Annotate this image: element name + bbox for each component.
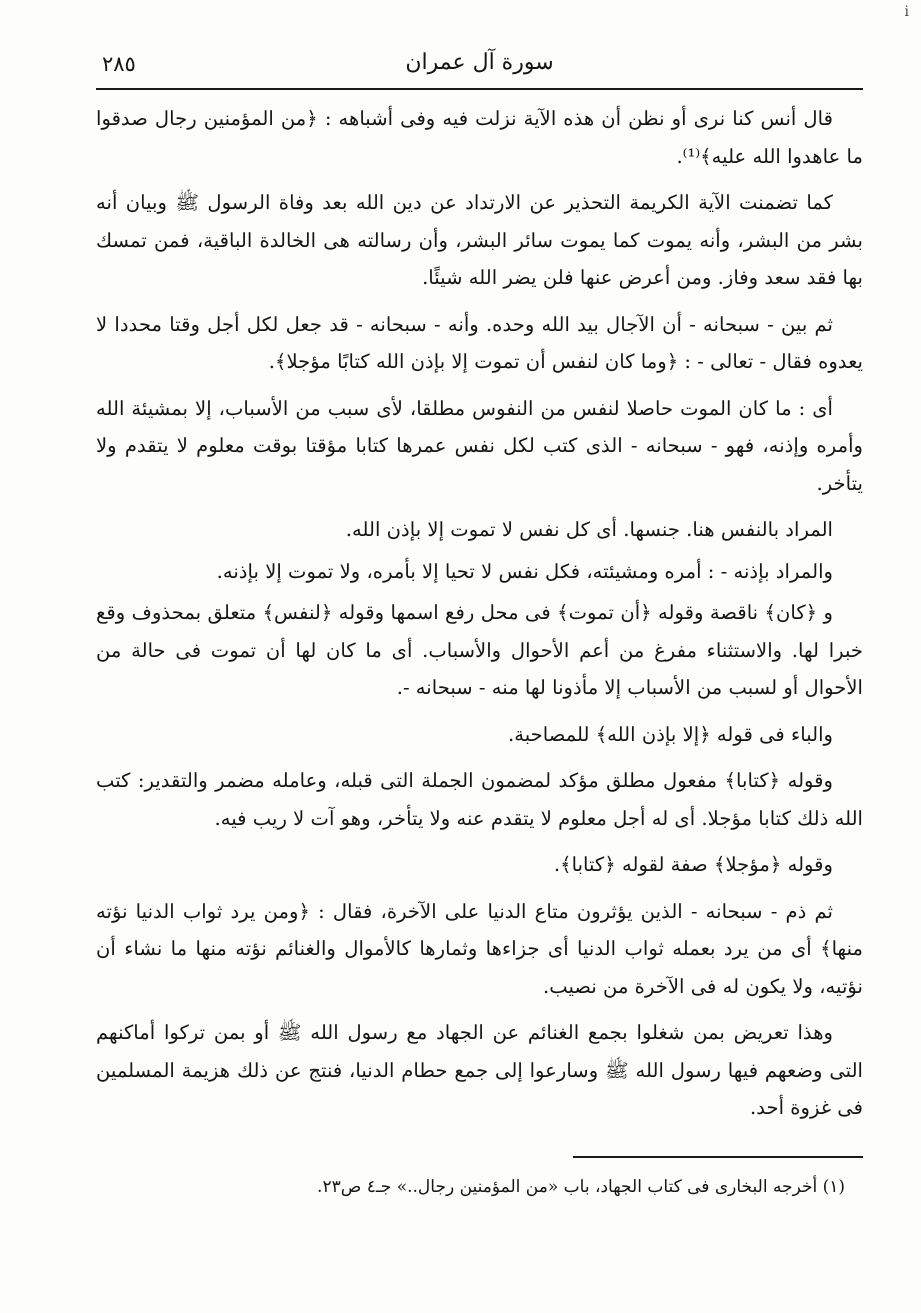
paragraph: قال أنس كنا نرى أو نظن أن هذه الآية نزلت فيه وفى أشباهه : ﴿من المؤمنين رجال صدقوا ما عاهدوا الله عليه﴾⁽¹⁾.	[96, 107, 863, 168]
paragraph: والباء فى قوله ﴿إلا بإذن الله﴾ للمصاحبة.	[507, 722, 833, 746]
paragraph: وهذا تعريض بمن شغلوا بجمع الغنائم عن الجهاد مع رسول الله ﷺ أو بمن تركوا أماكنهم التى وضعهم فيها رسول الله ﷺ وسارعوا إلى جمع حطام الدنيا، فنتج عن ذلك هزيمة المسلمين فى غزوة أحد.	[96, 1021, 863, 1119]
surah-title: سورة آل عمران	[405, 50, 554, 75]
footnote-divider	[573, 1156, 863, 1158]
footnote: (١) أخرجه البخارى فى كتاب الجهاد، باب «من المؤمنين رجال..» جـ٤ ص٢٣.	[317, 1177, 845, 1197]
body-text	[96, 100, 863, 1136]
corner-mark: i	[904, 4, 909, 20]
page-number: ٢٨٥	[102, 52, 136, 76]
paragraph: ثم بين - سبحانه - أن الآجال بيد الله وحده. وأنه - سبحانه - قد جعل لكل أجل وقتا محددا لا يعدوه فقال - تعالى - : ﴿وما كان لنفس أن تموت إلا بإذن الله كتابًا مؤجلا﴾.	[96, 312, 863, 373]
paragraph: والمراد بإذنه - : أمره ومشيئته، فكل نفس لا تحيا إلا بأمره، ولا تموت إلا بإذنه.	[216, 559, 833, 583]
paragraph: ثم ذم - سبحانه - الذين يؤثرون متاع الدنيا على الآخرة، فقال : ﴿ومن يرد ثواب الدنيا نؤته منها﴾ أى من يرد بعمله ثواب الدنيا أى جزاءها وثمارها كالأموال والغنائم نؤته منها ما نشاء أن نؤتيه، ولا يكون له فى الآخرة من نصيب.	[96, 899, 863, 998]
paragraph: كما تضمنت الآية الكريمة التحذير عن الارتداد عن دين الله بعد وفاة الرسول ﷺ وبيان أنه بشر من البشر، وأنه يموت كما يموت سائر البشر، وأن رسالته هى الخالدة الباقية، فمن تمسك بها فقد سعد وفاز. ومن أعرض عنها فلن يضر الله شيئًا.	[96, 191, 863, 289]
paragraph: وقوله ﴿كتابا﴾ مفعول مطلق مؤكد لمضمون الجملة التى قبله، وعامله مضمر والتقدير: كتب الله ذلك كتابا مؤجلا. أى له أجل معلوم لا يتقدم عنه ولا يتأخر، وهو آت لا ريب فيه.	[96, 769, 863, 830]
paragraph: أى : ما كان الموت حاصلا لنفس من النفوس مطلقا، لأى سبب من الأسباب، إلا بمشيئة الله وأمره وإذنه، فهو - سبحانه - الذى كتب لكل نفس عمرها كتابا مؤقتا بوقت معلوم لا يتقدم ولا يتأخر.	[96, 396, 863, 495]
paragraph: و ﴿كان﴾ ناقصة وقوله ﴿أن تموت﴾ فى محل رفع اسمها وقوله ﴿لنفس﴾ متعلق بمحذوف وقع خبرا لها. والاستثناء مفرغ من أعم الأحوال والأسباب. أى ما كان لها أن تموت فى حالة من الأحوال أو لسبب من الأسباب إلا مأذونا لها منه - سبحانه -.	[96, 601, 863, 699]
page-header	[96, 38, 863, 90]
paragraph: وقوله ﴿مؤجلا﴾ صفة لقوله ﴿كتابا﴾.	[553, 853, 833, 876]
paragraph: المراد بالنفس هنا. جنسها. أى كل نفس لا تموت إلا بإذن الله.	[345, 518, 833, 541]
